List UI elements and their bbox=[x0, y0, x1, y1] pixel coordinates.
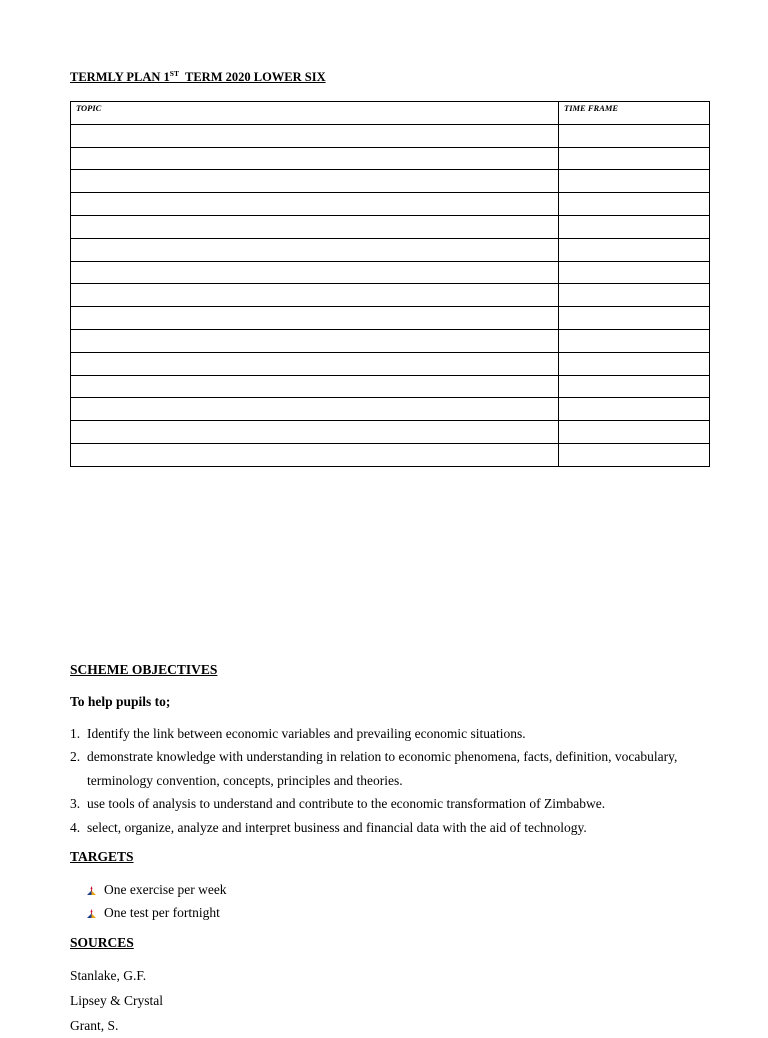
time-frame-cell bbox=[559, 352, 710, 375]
source-item: Stanlake, G.F. bbox=[70, 968, 147, 983]
time-frame-cell bbox=[559, 421, 710, 444]
target-item bbox=[87, 901, 227, 924]
table-row bbox=[71, 215, 710, 238]
termly-plan-table bbox=[70, 101, 710, 467]
scheme-objectives-heading: SCHEME OBJECTIVES bbox=[70, 662, 218, 677]
topic-cell bbox=[71, 261, 559, 284]
table-row bbox=[71, 238, 710, 261]
time-frame-cell bbox=[559, 375, 710, 398]
title-superscript: ST bbox=[169, 69, 179, 78]
time-frame-cell bbox=[559, 329, 710, 352]
topic-cell bbox=[71, 443, 559, 466]
table-row bbox=[71, 284, 710, 307]
objective-number: 1. bbox=[70, 726, 81, 741]
time-frame-cell bbox=[559, 124, 710, 147]
title-suffix: TERM 2020 LOWER SIX bbox=[178, 70, 326, 84]
arrow-bullet-icon bbox=[87, 886, 96, 895]
arrow-bullet-icon bbox=[87, 909, 96, 918]
time-frame-cell bbox=[559, 443, 710, 466]
objective-text: Identify the link between economic variables and prevailing economic situations. bbox=[87, 726, 526, 741]
topic-cell bbox=[71, 124, 559, 147]
topic-cell bbox=[71, 421, 559, 444]
topic-cell bbox=[71, 284, 559, 307]
source-item: Lipsey & Crystal bbox=[70, 993, 163, 1008]
time-frame-cell bbox=[559, 398, 710, 421]
objective-text: select, organize, analyze and interpret business and financial data with the aid of technology. bbox=[87, 819, 587, 835]
topic-cell bbox=[71, 147, 559, 170]
objectives-list bbox=[70, 722, 710, 839]
topic-cell bbox=[71, 307, 559, 330]
targets-heading: TARGETS bbox=[70, 849, 134, 864]
topic-column-header: TOPIC bbox=[71, 102, 559, 125]
source-item: Grant, S. bbox=[70, 1018, 119, 1033]
table-row bbox=[71, 307, 710, 330]
sources-heading: SOURCES bbox=[70, 935, 134, 950]
topic-cell bbox=[71, 238, 559, 261]
topic-cell bbox=[71, 352, 559, 375]
time-frame-cell bbox=[559, 193, 710, 216]
objective-number: 2. bbox=[70, 749, 81, 765]
time-frame-cell bbox=[559, 147, 710, 170]
target-text: One test per fortnight bbox=[104, 905, 220, 921]
time-frame-column-header: TIME FRAME bbox=[559, 102, 710, 125]
topic-cell bbox=[71, 170, 559, 193]
time-frame-cell bbox=[559, 238, 710, 261]
sources-list bbox=[70, 963, 163, 1038]
table-row bbox=[71, 375, 710, 398]
table-row bbox=[71, 398, 710, 421]
objective-item bbox=[70, 792, 710, 815]
table-row bbox=[71, 443, 710, 466]
time-frame-cell bbox=[559, 261, 710, 284]
targets-list bbox=[87, 878, 227, 925]
objective-text: use tools of analysis to understand and contribute to the economic transformation of Zimbabwe. bbox=[87, 796, 606, 812]
topic-cell bbox=[71, 398, 559, 421]
time-frame-cell bbox=[559, 170, 710, 193]
table-row bbox=[71, 329, 710, 352]
table-row bbox=[71, 193, 710, 216]
objective-number: 3. bbox=[70, 796, 81, 812]
table-row bbox=[71, 170, 710, 193]
table-row bbox=[71, 261, 710, 284]
table-row bbox=[71, 124, 710, 147]
objective-text: demonstrate knowledge with understanding in relation to economic phenomena, facts, definition, vocabulary, terminology convention, concepts, principles and theories. bbox=[87, 749, 678, 788]
title-prefix: TERMLY PLAN 1 bbox=[70, 70, 170, 84]
topic-cell bbox=[71, 375, 559, 398]
table-row bbox=[71, 352, 710, 375]
target-item bbox=[87, 878, 227, 901]
table-header-row bbox=[71, 102, 710, 125]
time-frame-cell bbox=[559, 307, 710, 330]
objective-item bbox=[70, 745, 710, 792]
time-frame-cell bbox=[559, 284, 710, 307]
table-row bbox=[71, 421, 710, 444]
page-title bbox=[70, 69, 326, 85]
table-row bbox=[71, 147, 710, 170]
target-text: One exercise per week bbox=[104, 882, 227, 897]
objective-item bbox=[70, 816, 710, 839]
objectives-intro: To help pupils to; bbox=[70, 694, 171, 709]
topic-cell bbox=[71, 193, 559, 216]
objective-number: 4. bbox=[70, 819, 81, 835]
objective-item bbox=[70, 722, 710, 745]
topic-cell bbox=[71, 215, 559, 238]
time-frame-cell bbox=[559, 215, 710, 238]
topic-cell bbox=[71, 329, 559, 352]
table-body bbox=[71, 124, 710, 466]
